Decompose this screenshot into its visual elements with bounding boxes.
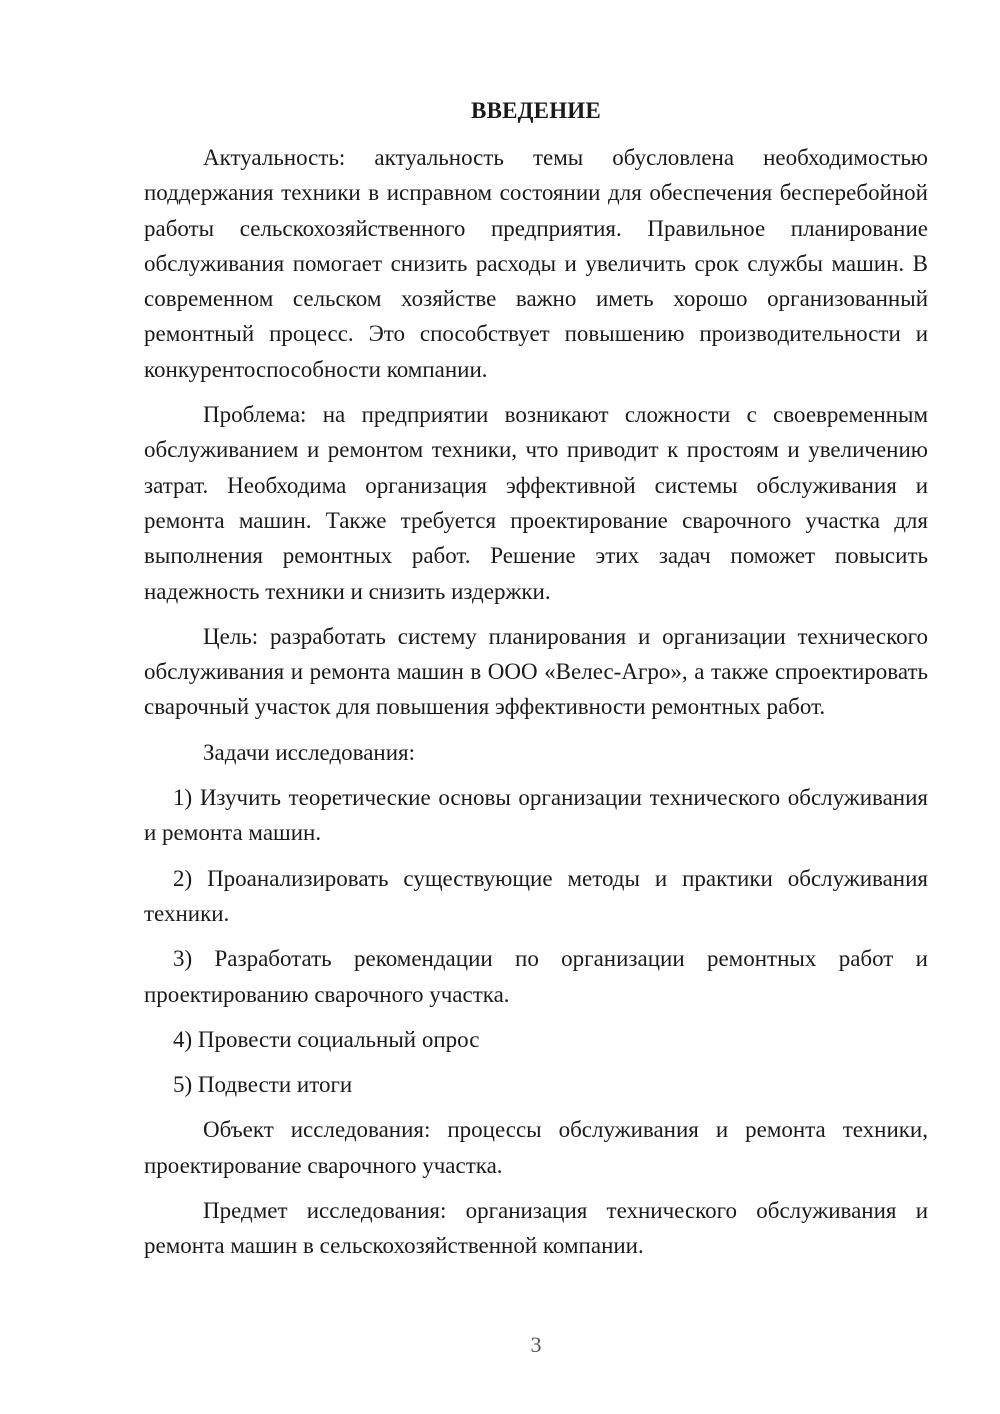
paragraph-problem: Проблема: на предприятии возникают сложности с своевременным обслуживанием и ремонтом техники, что приводит к простоям и увеличению затрат. Необходима организация эффективной системы обслуживания и ремонта машин. Также требуется проектирование сварочного участка для выполнения ремонтных работ. Решение этих задач поможет повысить надежность техники и снизить издержки. [144,402,928,604]
paragraph-relevance: Актуальность: актуальность темы обусловлена необходимостью поддержания техники в исправном состоянии для обеспечения бесперебойной работы сельскохозяйственного предприятия. Правильное планирование обслуживания помогает снизить расходы и увеличить срок службы машин. В современном сельском хозяйстве важно иметь хорошо организованный ремонтный процесс. Это способствует повышению производительности и конкурентоспособности компании. [144,145,928,382]
list-item-task-1: 1) Изучить теоретические основы организации технического обслуживания и ремонта машин. [144,785,928,846]
paragraph-object: Объект исследования: процессы обслуживания и ремонта техники, проектирование сварочного участка. [144,1117,928,1178]
paragraph-goal: Цель: разработать систему планирования и организации технического обслуживания и ремонта машин в ООО «Велес-Агро», а также спроектировать сварочный участок для повышения эффективности ремонтных работ. [144,623,928,720]
list-item-task-5: 5) Подвести итоги [173,1072,353,1098]
page-title: ВВЕДЕНИЕ [471,98,601,123]
paragraph-tasks-heading: Задачи исследования: [203,739,416,765]
paragraph-subject: Предмет исследования: организация технического обслуживания и ремонта машин в сельскохозяйственной компании. [144,1198,928,1259]
list-item-task-3: 3) Разработать рекомендации по организации ремонтных работ и проектированию сварочного участка. [144,946,928,1007]
document-body [144,93,928,1264]
page-number: 3 [530,1332,542,1357]
list-item-task-2: 2) Проанализировать существующие методы и практики обслуживания техники. [144,865,928,926]
list-item-task-4: 4) Провести социальный опрос [173,1026,480,1052]
